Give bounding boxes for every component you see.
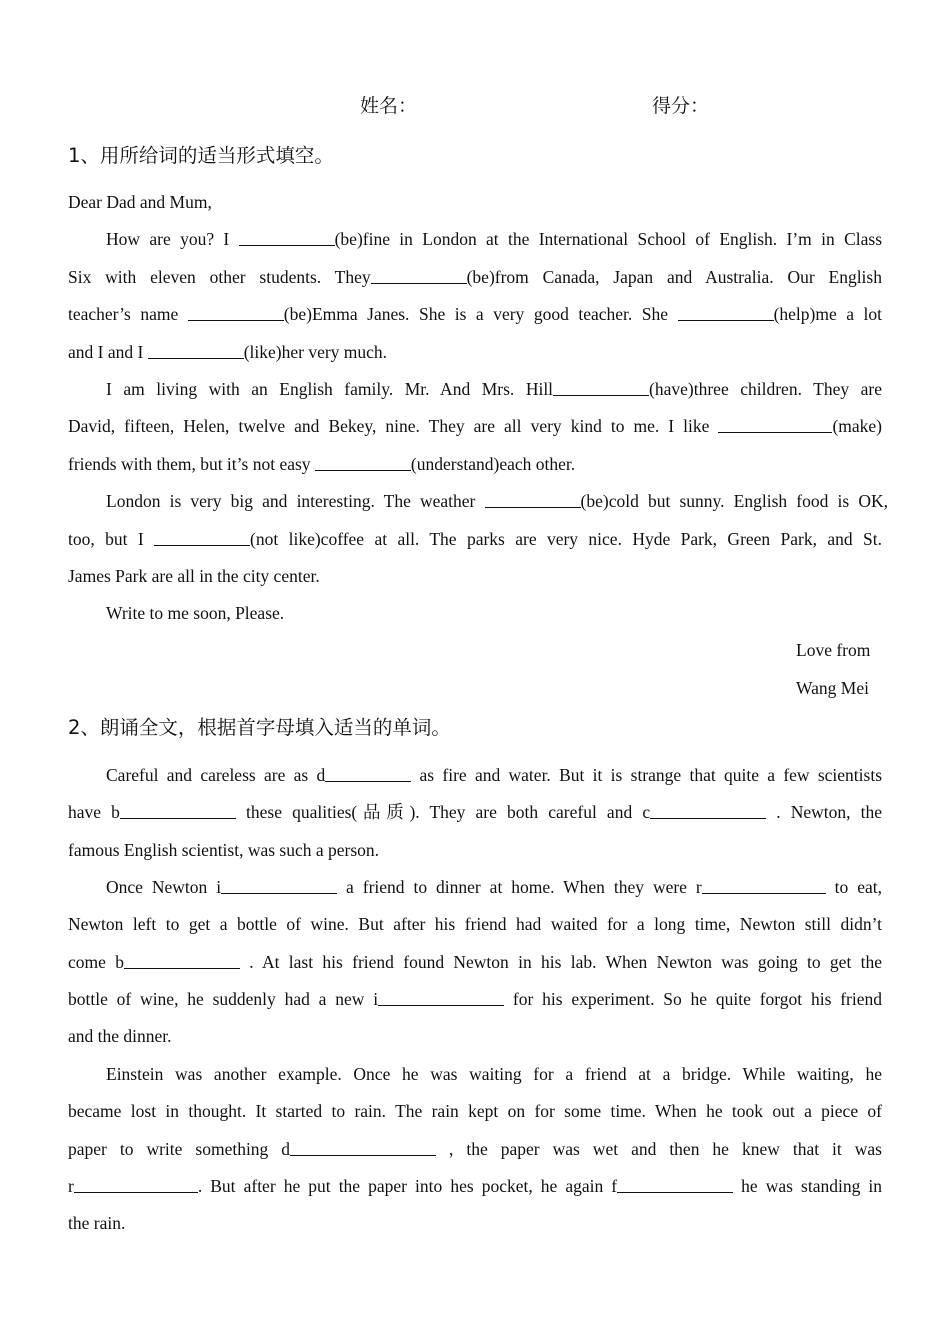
s2-p2-line4: bottle of wine, he suddenly had a new i for his experiment. So he quite forgot his friend bbox=[68, 989, 882, 1009]
answer-blank[interactable] bbox=[120, 801, 236, 819]
sign-name: Wang Mei bbox=[796, 678, 869, 698]
s1-p2-line1: I am living with an English family. Mr. And Mrs. Hill (have)three children. They are bbox=[106, 379, 882, 399]
s1-p1-line3: teacher’s name (be)Emma Janes. She is a very good teacher. She (help)me a lot bbox=[68, 304, 883, 324]
s1-p1-line2: Six with eleven other students. They (be)from Canada, Japan and Australia. Our English bbox=[68, 267, 882, 287]
s1-p1-line4: and I and I (like)her very much. bbox=[68, 342, 388, 362]
s1-p2-line3: friends with them, but it’s not easy (understand)each other. bbox=[68, 454, 576, 474]
answer-blank[interactable] bbox=[617, 1175, 733, 1193]
s2-p2-line2: Newton left to get a bottle of wine. But after his friend had waited for a long time, Newton still didn’t bbox=[68, 914, 882, 934]
answer-blank[interactable] bbox=[485, 490, 581, 508]
s2-p3-line4: r . But after he put the paper into hes pocket, he again f he was standing in bbox=[68, 1176, 882, 1196]
name-label: 姓名： bbox=[360, 95, 418, 117]
s1-p2-line2: David, fifteen, Helen, twelve and Bekey, nine. They are all very kind to me. I like (make) bbox=[68, 416, 882, 436]
answer-blank[interactable] bbox=[239, 228, 335, 246]
answer-blank[interactable] bbox=[678, 303, 774, 321]
answer-blank[interactable] bbox=[650, 801, 766, 819]
s2-p3-line5: the rain. bbox=[68, 1213, 126, 1233]
s2-p1-line2: have b these qualities(品质). They are both careful and c . Newton, the bbox=[68, 802, 882, 822]
answer-blank[interactable] bbox=[553, 378, 649, 396]
s1-p3-line2: too, but I (not like)coffee at all. The parks are very nice. Hyde Park, Green Park, and St. bbox=[68, 529, 882, 549]
s2-p2-line1: Once Newton i a friend to dinner at home. When they were r to eat, bbox=[106, 877, 882, 897]
answer-blank[interactable] bbox=[188, 303, 284, 321]
s1-p1-line1: How are you? I (be)fine in London at the International School of English. I’m in Class bbox=[106, 229, 883, 249]
answer-blank[interactable] bbox=[124, 951, 240, 969]
s1-p3-line3: James Park are all in the city center. bbox=[68, 566, 320, 586]
answer-blank[interactable] bbox=[378, 988, 504, 1006]
sign-love: Love from bbox=[796, 640, 871, 660]
letter-closing: Write to me soon, Please. bbox=[106, 603, 285, 623]
s2-p1-line1: Careful and careless are as d as fire and water. But it is strange that quite a few scientists bbox=[106, 765, 882, 785]
letter-greeting: Dear Dad and Mum, bbox=[68, 192, 212, 212]
answer-blank[interactable] bbox=[221, 876, 337, 894]
s2-p2-line5: and the dinner. bbox=[68, 1026, 172, 1046]
section2-title: 2、朗诵全文，根据首字母填入适当的单词。 bbox=[68, 716, 451, 739]
answer-blank[interactable] bbox=[290, 1138, 436, 1156]
answer-blank[interactable] bbox=[315, 453, 411, 471]
answer-blank[interactable] bbox=[718, 415, 832, 433]
s1-p3-line1: London is very big and interesting. The weather (be)cold but sunny. English food is OK, bbox=[106, 491, 888, 511]
s2-p3-line3: paper to write something d , the paper was wet and then he knew that it was bbox=[68, 1139, 882, 1159]
s2-p2-line3: come b . At last his friend found Newton in his lab. When Newton was going to get the bbox=[68, 952, 882, 972]
answer-blank[interactable] bbox=[371, 266, 467, 284]
answer-blank[interactable] bbox=[702, 876, 826, 894]
s2-p1-line3: famous English scientist, was such a person. bbox=[68, 840, 380, 860]
s2-p3-line1: Einstein was another example. Once he was waiting for a friend at a bridge. While waiting, he bbox=[106, 1064, 882, 1084]
answer-blank[interactable] bbox=[154, 528, 250, 546]
section1-title: 1、用所给词的适当形式填空。 bbox=[68, 144, 334, 167]
answer-blank[interactable] bbox=[148, 341, 244, 359]
answer-blank[interactable] bbox=[74, 1175, 198, 1193]
s2-p3-line2: became lost in thought. It started to rain. The rain kept on for some time. When he took out a piece of bbox=[68, 1101, 882, 1121]
score-label: 得分： bbox=[652, 95, 710, 117]
answer-blank[interactable] bbox=[325, 764, 411, 782]
